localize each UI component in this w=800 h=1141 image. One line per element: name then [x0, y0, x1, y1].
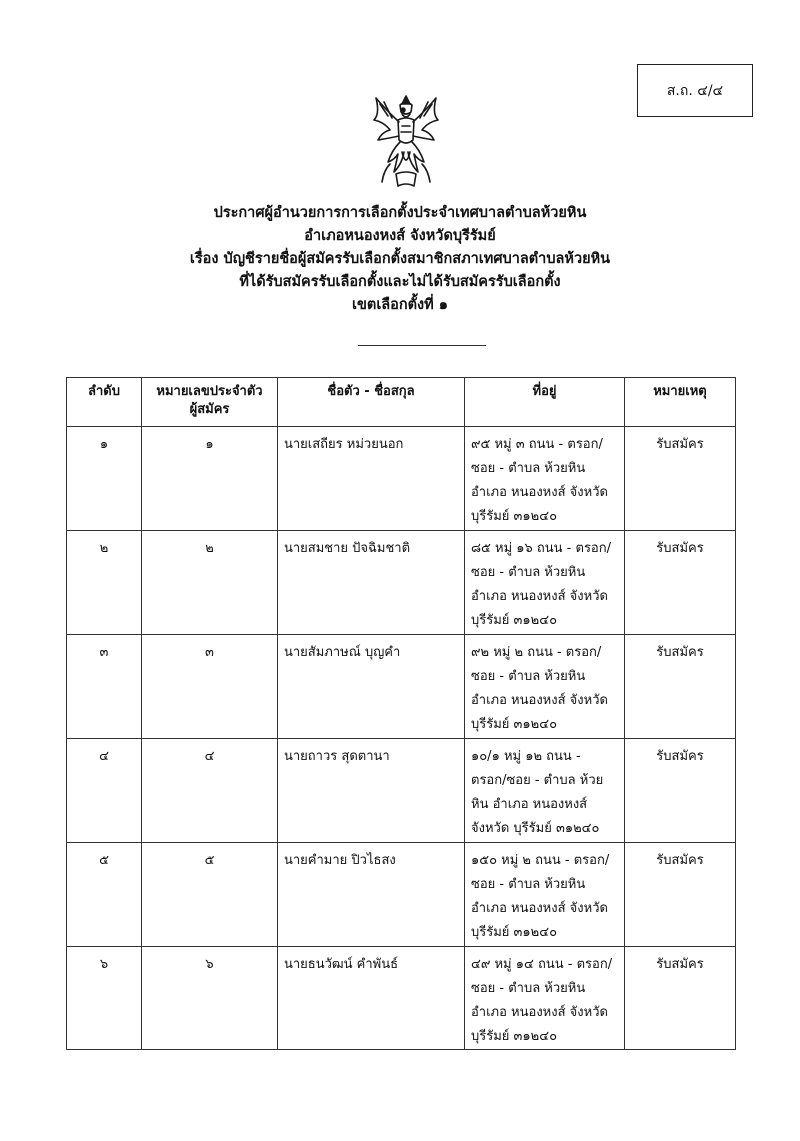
table-row — [67, 531, 736, 635]
row-candidate-number: ๑ — [142, 427, 278, 531]
row-order: ๖ — [67, 947, 142, 1050]
heading-line-5: เขตเลือกตั้งที่ ๑ — [352, 297, 448, 313]
row-note: รับสมัคร — [625, 531, 736, 635]
row-candidate-number: ๖ — [142, 947, 278, 1050]
table-row — [67, 635, 736, 739]
heading-divider — [358, 345, 486, 346]
row-candidate-number: ๔ — [142, 739, 278, 843]
header-address: ที่อยู่ — [465, 378, 625, 427]
header-number-line-2: ผู้สมัคร — [189, 402, 230, 417]
table-row — [67, 739, 736, 843]
form-code-box — [637, 64, 753, 117]
row-note: รับสมัคร — [625, 635, 736, 739]
row-candidate-number: ๓ — [142, 635, 278, 739]
row-name: นายสมชาย ปัจฉิมชาติ — [278, 531, 465, 635]
row-order: ๔ — [67, 739, 142, 843]
table-row — [67, 843, 736, 947]
header-name: ชื่อตัว - ชื่อสกุล — [278, 378, 465, 427]
heading-line-1: ประกาศผู้อำนวยการการเลือกตั้งประจำเทศบาลตำบลห้วยหิน — [213, 205, 587, 221]
heading-line-4: ที่ได้รับสมัครรับเลือกตั้งและไม่ได้รับสมัครรับเลือกตั้ง — [239, 274, 561, 290]
row-order: ๓ — [67, 635, 142, 739]
row-candidate-number: ๕ — [142, 843, 278, 947]
row-address: ๘๕ หมู่ ๑๖ ถนน - ตรอก/ซอย - ตำบล ห้วยหิน อำเภอ หนองหงส์ จังหวัด บุรีรัมย์ ๓๑๒๔๐ — [465, 531, 625, 635]
row-order: ๒ — [67, 531, 142, 635]
row-address: ๑๕๐ หมู่ ๒ ถนน - ตรอก/ซอย - ตำบล ห้วยหิน อำเภอ หนองหงส์ จังหวัด บุรีรัมย์ ๓๑๒๔๐ — [465, 843, 625, 947]
row-name: นายสัมภาษณ์ บุญคำ — [278, 635, 465, 739]
form-code: ส.ถ. ๔/๔ — [666, 82, 724, 99]
row-note: รับสมัคร — [625, 739, 736, 843]
heading-line-3: เรื่อง บัญชีรายชื่อผู้สมัครรับเลือกตั้งสมาชิกสภาเทศบาลตำบลห้วยหิน — [189, 251, 611, 267]
announcement-heading — [150, 202, 650, 317]
table-row — [67, 427, 736, 531]
row-order: ๑ — [67, 427, 142, 531]
row-name: นายคำมาย ปิวไธสง — [278, 843, 465, 947]
header-candidate-number — [142, 378, 278, 427]
row-name: นายธนวัฒน์ คำพันธ์ — [278, 947, 465, 1050]
row-address: ๔๙ หมู่ ๑๔ ถนน - ตรอก/ซอย - ตำบล ห้วยหิน อำเภอ หนองหงส์ จังหวัด บุรีรัมย์ ๓๑๒๔๐ — [465, 947, 625, 1050]
header-number-line-1: หมายเลขประจำตัว — [156, 384, 263, 399]
row-address: ๙๕ หมู่ ๓ ถนน - ตรอก/ซอย - ตำบล ห้วยหิน อำเภอ หนองหงส์ จังหวัด บุรีรัมย์ ๓๑๒๔๐ — [465, 427, 625, 531]
row-note: รับสมัคร — [625, 843, 736, 947]
row-name: นายเสถียร หม่วยนอก — [278, 427, 465, 531]
row-address: ๙๒ หมู่ ๒ ถนน - ตรอก/ซอย - ตำบล ห้วยหิน อำเภอ หนองหงส์ จังหวัด บุรีรัมย์ ๓๑๒๔๐ — [465, 635, 625, 739]
header-order: ลำดับ — [67, 378, 142, 427]
row-name: นายถาวร สุดตานา — [278, 739, 465, 843]
header-note: หมายเหตุ — [625, 378, 736, 427]
row-note: รับสมัคร — [625, 427, 736, 531]
candidate-table — [66, 377, 736, 1050]
garuda-emblem-icon — [366, 90, 446, 190]
row-note: รับสมัคร — [625, 947, 736, 1050]
heading-line-2: อำเภอหนองหงส์ จังหวัดบุรีรัมย์ — [304, 228, 496, 244]
row-order: ๕ — [67, 843, 142, 947]
row-candidate-number: ๒ — [142, 531, 278, 635]
table-row — [67, 947, 736, 1050]
table-header-row — [67, 378, 736, 427]
row-address: ๑๐/๑ หมู่ ๑๒ ถนน - ตรอก/ซอย - ตำบล ห้วยหิน อำเภอ หนองหงส์ จังหวัด บุรีรัมย์ ๓๑๒๔๐ — [465, 739, 625, 843]
